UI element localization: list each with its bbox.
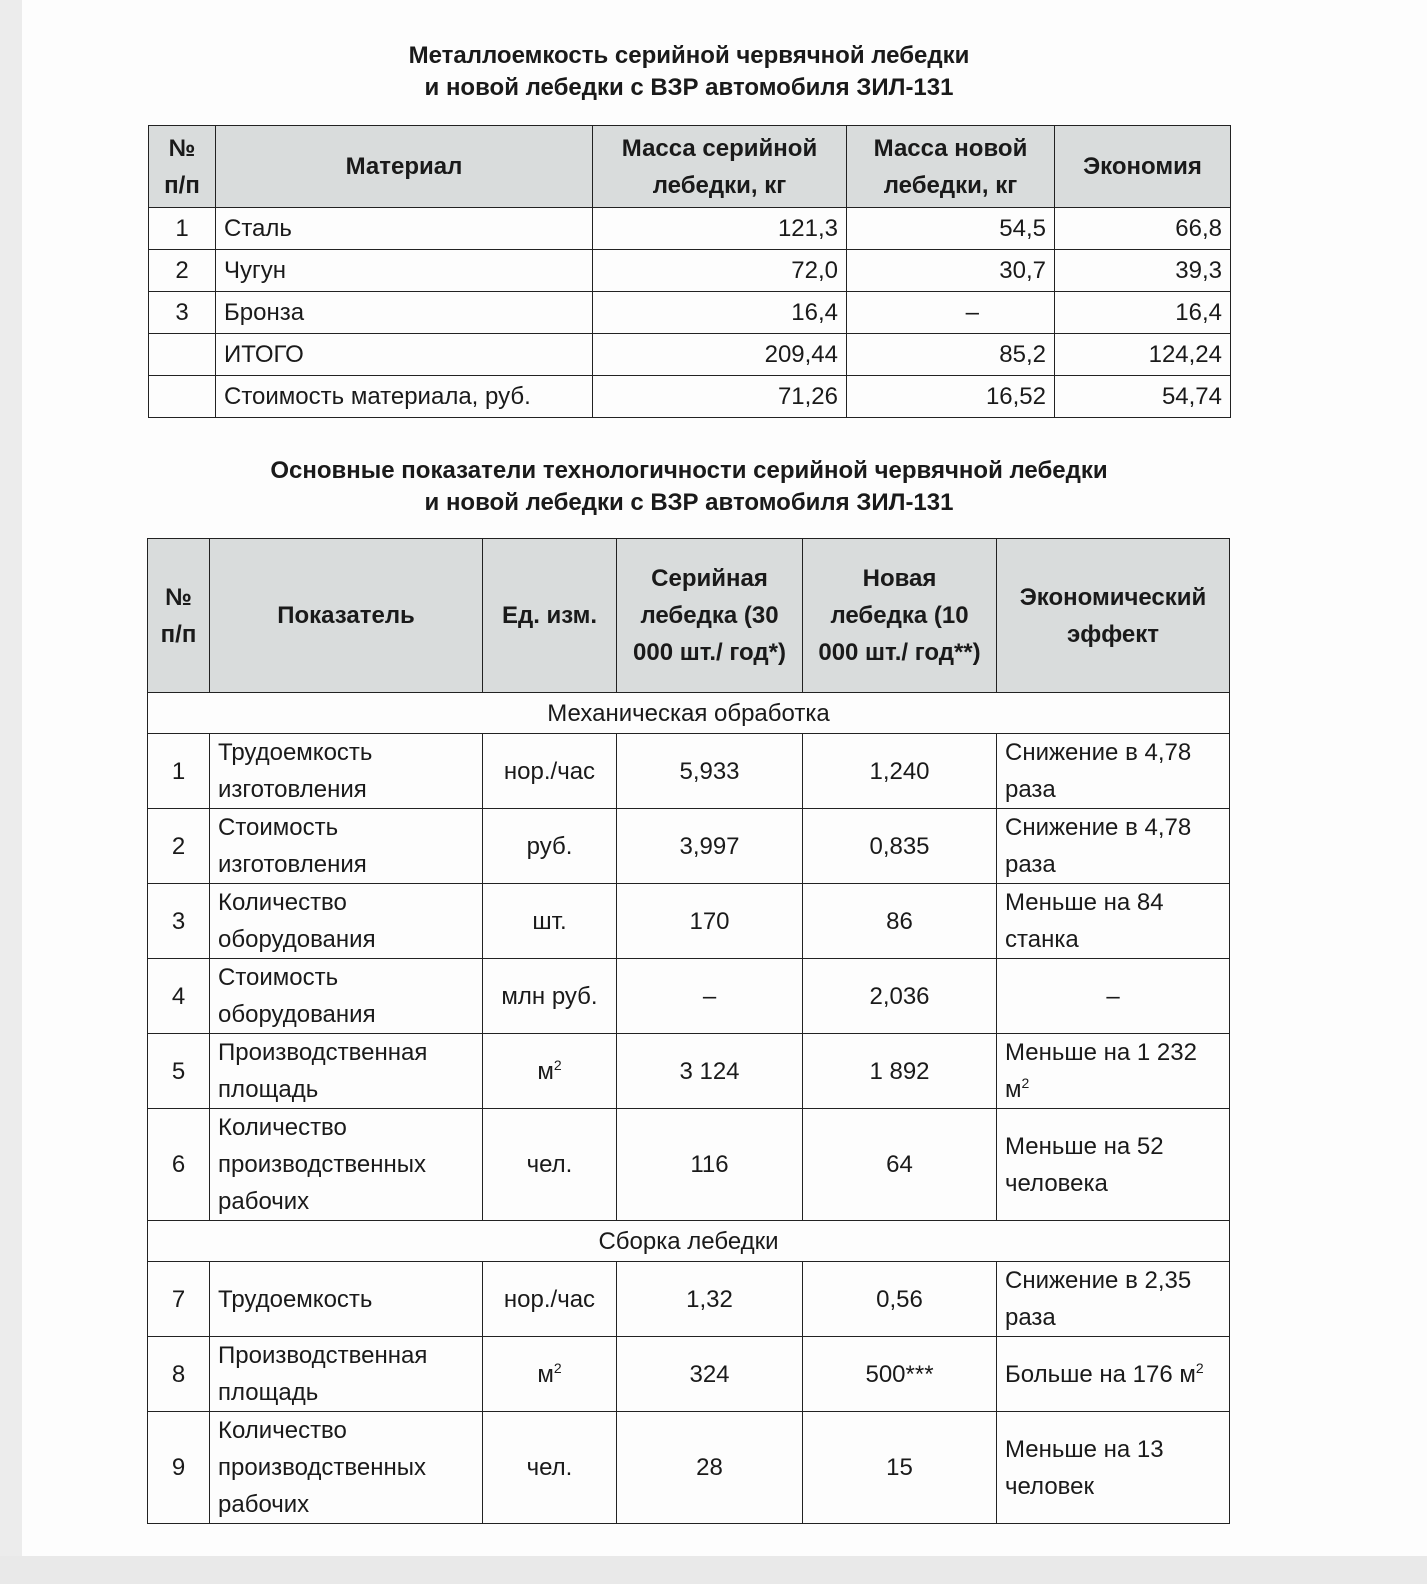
cell-saving: 66,8 [1055, 208, 1231, 250]
cell-number: 7 [148, 1262, 210, 1337]
cell-new: 500*** [803, 1337, 997, 1412]
cell-serial: 5,933 [617, 734, 803, 809]
cell-number: 3 [149, 292, 216, 334]
cell-serial-mass: 209,44 [593, 334, 847, 376]
cell-unit: шт. [483, 884, 617, 959]
cell-effect: Снижение в 4,78 раза [997, 734, 1230, 809]
cell-indicator: Количество производственных рабочих [210, 1412, 483, 1524]
cell-new-mass: 30,7 [847, 250, 1055, 292]
table1-title: Металлоемкость серийной червячной лебедки и новой лебедки с ВЗР автомобиля ЗИЛ-131 [408, 42, 970, 101]
table-row [148, 1412, 1230, 1524]
cell-effect: Меньше на 52 человека [997, 1109, 1230, 1221]
cell-new: 1,240 [803, 734, 997, 809]
cell-number: 4 [148, 959, 210, 1034]
table-row [148, 1034, 1230, 1109]
table-row [148, 734, 1230, 809]
cell-new: 86 [803, 884, 997, 959]
cell-effect: Меньше на 1 232 $м^2$ [997, 1034, 1230, 1109]
col-header-indicator: Показатель [210, 539, 483, 693]
cell-saving: 124,24 [1055, 334, 1231, 376]
cell-saving: 16,4 [1055, 292, 1231, 334]
cell-effect: – [997, 959, 1230, 1034]
cell-new: 64 [803, 1109, 997, 1221]
section-row [148, 1221, 1230, 1262]
cell-material: Бронза [216, 292, 593, 334]
cell-serial: – [617, 959, 803, 1034]
cell-number: 1 [149, 208, 216, 250]
table-row [148, 884, 1230, 959]
cell-indicator: Производственная площадь [210, 1337, 483, 1412]
col-header-material: Материал [216, 126, 593, 208]
cell-effect: Больше на 176 $м^2$ [997, 1337, 1230, 1412]
col-header-serial: Серийная лебедка (30 000 шт./ год*) [617, 539, 803, 693]
table-row [149, 376, 1231, 418]
metal-capacity-table [148, 125, 1231, 418]
cell-number: 3 [148, 884, 210, 959]
cell-serial: 324 [617, 1337, 803, 1412]
col-header-new-mass: Масса новой лебедки, кг [847, 126, 1055, 208]
cell-serial: 28 [617, 1412, 803, 1524]
cell-unit: $м^2$ [483, 1034, 617, 1109]
cell-number [149, 334, 216, 376]
table-row [149, 250, 1231, 292]
cell-serial: 1,32 [617, 1262, 803, 1337]
cell-indicator: Количество производственных рабочих [210, 1109, 483, 1221]
cell-indicator: Трудоемкость изготовления [210, 734, 483, 809]
cell-indicator: Трудоемкость [210, 1262, 483, 1337]
table2-title: Основные показатели технологичности серийной червячной лебедки и новой лебедки с ВЗР автомобиля ЗИЛ-131 [270, 457, 1108, 516]
cell-number: 5 [148, 1034, 210, 1109]
cell-serial: 116 [617, 1109, 803, 1221]
cell-number: 1 [148, 734, 210, 809]
cell-new-mass: 85,2 [847, 334, 1055, 376]
table-row [149, 208, 1231, 250]
table-row [148, 809, 1230, 884]
cell-serial-mass: 71,26 [593, 376, 847, 418]
section-title: Механическая обработка [148, 693, 1230, 734]
cell-number: 9 [148, 1412, 210, 1524]
cell-unit: чел. [483, 1109, 617, 1221]
col-header-unit: Ед. изм. [483, 539, 617, 693]
section-title: Сборка лебедки [148, 1221, 1230, 1262]
cell-new: 15 [803, 1412, 997, 1524]
cell-new: 1 892 [803, 1034, 997, 1109]
cell-new: 2,036 [803, 959, 997, 1034]
cell-new-mass: 16,52 [847, 376, 1055, 418]
cell-serial-mass: 72,0 [593, 250, 847, 292]
cell-number [149, 376, 216, 418]
cell-indicator: Стоимость изготовления [210, 809, 483, 884]
scan-edge [0, 1556, 1427, 1584]
cell-indicator: Стоимость оборудования [210, 959, 483, 1034]
cell-serial: 3 124 [617, 1034, 803, 1109]
technology-indicators-table [147, 538, 1230, 1524]
cell-new-mass: 54,5 [847, 208, 1055, 250]
cell-material: Сталь [216, 208, 593, 250]
cell-effect: Меньше на 13 человек [997, 1412, 1230, 1524]
cell-saving: 39,3 [1055, 250, 1231, 292]
cell-indicator: Производственная площадь [210, 1034, 483, 1109]
cell-unit: руб. [483, 809, 617, 884]
col-header-serial-mass: Масса серийной лебедки, кг [593, 126, 847, 208]
cell-new: 0,56 [803, 1262, 997, 1337]
cell-serial-mass: 16,4 [593, 292, 847, 334]
cell-effect: Снижение в 2,35 раза [997, 1262, 1230, 1337]
col-header-saving: Экономия [1055, 126, 1231, 208]
cell-indicator: Количество оборудования [210, 884, 483, 959]
table-header-row [149, 126, 1231, 208]
col-header-effect: Экономический эффект [997, 539, 1230, 693]
cell-material: Стоимость материала, руб. [216, 376, 593, 418]
table-row [149, 292, 1231, 334]
cell-number: 2 [149, 250, 216, 292]
col-header-number: № п/п [148, 539, 210, 693]
cell-unit: чел. [483, 1412, 617, 1524]
table-row [148, 1337, 1230, 1412]
cell-effect: Меньше на 84 станка [997, 884, 1230, 959]
col-header-new: Новая лебедка (10 000 шт./ год**) [803, 539, 997, 693]
cell-serial: 170 [617, 884, 803, 959]
cell-new-mass: – [847, 292, 1055, 334]
table-row [148, 1262, 1230, 1337]
cell-unit: нор./час [483, 734, 617, 809]
table-row [148, 959, 1230, 1034]
col-header-number: № п/п [149, 126, 216, 208]
cell-unit: нор./час [483, 1262, 617, 1337]
cell-unit: $м^2$ [483, 1337, 617, 1412]
table-row [148, 1109, 1230, 1221]
cell-serial: 3,997 [617, 809, 803, 884]
cell-saving: 54,74 [1055, 376, 1231, 418]
cell-unit: млн руб. [483, 959, 617, 1034]
cell-serial-mass: 121,3 [593, 208, 847, 250]
cell-new: 0,835 [803, 809, 997, 884]
cell-number: 8 [148, 1337, 210, 1412]
cell-effect: Снижение в 4,78 раза [997, 809, 1230, 884]
scan-edge [0, 0, 22, 1584]
section-row [148, 693, 1230, 734]
cell-number: 2 [148, 809, 210, 884]
cell-number: 6 [148, 1109, 210, 1221]
cell-material: Чугун [216, 250, 593, 292]
table-row [149, 334, 1231, 376]
table-header-row [148, 539, 1230, 693]
cell-material: ИТОГО [216, 334, 593, 376]
